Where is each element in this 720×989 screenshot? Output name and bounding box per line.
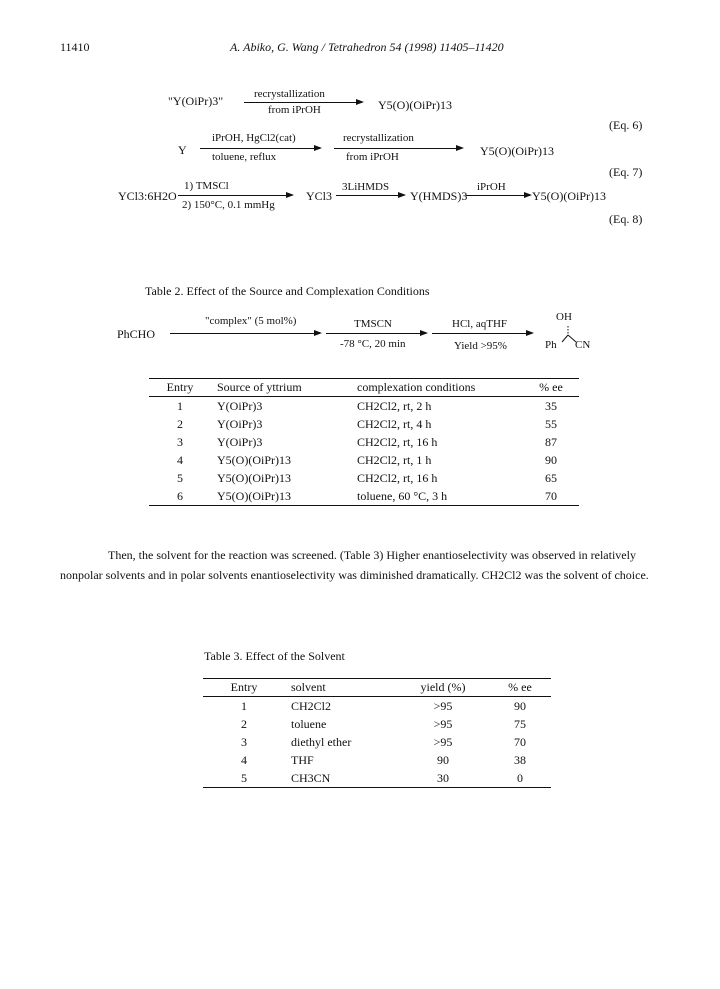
table2-row [149, 397, 579, 416]
scheme-step3-above: HCl, aqTHF [452, 318, 507, 330]
table3-cell: 90 [514, 698, 526, 713]
running-title: A. Abiko, G. Wang / Tetrahedron 54 (1998) 11405–11420 [230, 40, 504, 54]
eq7-arrow-2 [334, 148, 462, 149]
table2-cell: toluene, 60 °C, 3 h [357, 488, 448, 503]
table2-header-entry: Entry [149, 379, 211, 397]
table3-cell: THF [291, 752, 314, 767]
table2-header-row [149, 379, 579, 397]
product-ph-label: Ph [545, 339, 557, 351]
product-cn-label: CN [575, 339, 591, 351]
table2-cell: 5 [177, 470, 183, 485]
table3-header-entry: Entry [203, 679, 285, 697]
table2 [149, 378, 579, 506]
eq6-reactant: "Y(OiPr)3" [168, 94, 224, 108]
eq7-step2-below: from iPrOH [346, 151, 399, 163]
eq8-step1-below: 2) 150°C, 0.1 mmHg [182, 199, 275, 211]
table2-header-conditions: complexation conditions [351, 379, 523, 397]
table3-header-solvent: solvent [285, 679, 397, 697]
table2-cell: Y5(O)(OiPr)13 [217, 488, 291, 503]
table2-cell: Y5(O)(OiPr)13 [217, 452, 291, 467]
table2-header-ee: % ee [523, 379, 579, 397]
table2-cell: CH2Cl2, rt, 4 h [357, 416, 432, 431]
table3-row [203, 751, 551, 769]
eq7-arrow-1 [200, 148, 320, 149]
scheme-step1-above: "complex" (5 mol%) [205, 315, 297, 327]
table3-cell: 30 [437, 770, 449, 785]
table2-cell: 6 [177, 488, 183, 503]
scheme-step2-above: TMSCN [354, 318, 392, 330]
scheme-arrow-1 [170, 333, 320, 334]
eq7-label: (Eq. 7) [609, 165, 643, 179]
table3-cell: 5 [241, 770, 247, 785]
table2-cell: 87 [545, 434, 557, 449]
table3-cell: 2 [241, 716, 247, 731]
eq6-product: Y5(O)(OiPr)13 [378, 98, 452, 112]
eq8-arrow-2 [336, 195, 404, 196]
product-oh-label: OH [556, 311, 572, 323]
table2-header-source: Source of yttrium [211, 379, 351, 397]
eq8-reactant: YCl3:6H2O [118, 189, 177, 203]
table3-cell: 38 [514, 752, 526, 767]
eq8-step2-above: 3LiHMDS [342, 181, 390, 193]
table3-cell: 1 [241, 698, 247, 713]
body-paragraph: Then, the solvent for the reaction was screened. (Table 3) Higher enantioselectivity was observed in relatively nonpolar solvents and in polar solvents enantioselectivity was diminished dramatically. CH2Cl2 was the solvent of choice. [60, 548, 649, 582]
table2-row [149, 433, 579, 451]
eq8-step1-above: 1) TMSCl [184, 180, 229, 192]
table2-row [149, 469, 579, 487]
scheme-step2-below: -78 °C, 20 min [340, 338, 406, 350]
scheme-arrow-3 [432, 333, 532, 334]
table2-cell: 35 [545, 398, 557, 413]
table3-row [203, 769, 551, 788]
eq7-step1-below: toluene, reflux [212, 151, 277, 163]
table2-row [149, 415, 579, 433]
table3-cell: toluene [291, 716, 327, 731]
table3-cell: >95 [433, 698, 453, 713]
table3-cell: >95 [433, 734, 453, 749]
table2-cell: 65 [545, 470, 557, 485]
scheme-step3-below: Yield >95% [454, 340, 507, 352]
table2-cell: CH2Cl2, rt, 16 h [357, 434, 438, 449]
table3-cell: diethyl ether [291, 734, 352, 749]
table2-cell: 2 [177, 416, 183, 431]
table3-caption: Table 3. Effect of the Solvent [204, 649, 345, 663]
eq8-arrow-1 [178, 195, 292, 196]
table2-cell: 55 [545, 416, 557, 431]
table3-cell: 0 [517, 770, 523, 785]
table2-cell: 1 [177, 398, 183, 413]
eq8-intermediate-2: Y(HMDS)3 [410, 189, 468, 203]
table2-row [149, 451, 579, 469]
table3-cell: 75 [514, 716, 526, 731]
table2-cell: Y5(O)(OiPr)13 [217, 470, 291, 485]
scheme-reactant: PhCHO [117, 327, 156, 341]
table3-row [203, 715, 551, 733]
eq6-arrow [244, 102, 362, 103]
table2-cell: 90 [545, 452, 557, 467]
eq6-label: (Eq. 6) [609, 118, 643, 132]
table2-cell: Y(OiPr)3 [217, 434, 263, 449]
eq6-condition-below: from iPrOH [268, 104, 321, 116]
page-number: 11410 [60, 40, 90, 54]
table3-cell: 70 [514, 734, 526, 749]
table3-cell: 90 [437, 752, 449, 767]
table3 [203, 678, 551, 788]
scheme-arrow-2 [326, 333, 426, 334]
table3-header-ee: % ee [489, 679, 551, 697]
table3-cell: 3 [241, 734, 247, 749]
eq8-step3-above: iPrOH [477, 181, 506, 193]
table2-cell: 3 [177, 434, 183, 449]
eq6-condition-above: recrystallization [254, 88, 325, 100]
eq7-step1-above: iPrOH, HgCl2(cat) [212, 132, 296, 144]
table3-cell: >95 [433, 716, 453, 731]
eq7-step2-above: recrystallization [343, 132, 414, 144]
table3-row [203, 733, 551, 751]
table2-cell: CH2Cl2, rt, 2 h [357, 398, 432, 413]
table3-cell: CH3CN [291, 770, 331, 785]
table2-cell: 4 [177, 452, 183, 467]
table3-header-yield: yield (%) [397, 679, 489, 697]
table2-cell: Y(OiPr)3 [217, 398, 263, 413]
table3-cell: CH2Cl2 [291, 698, 332, 713]
table3-row [203, 697, 551, 716]
table3-header-row [203, 679, 551, 697]
table3-cell: 4 [241, 752, 247, 767]
table2-caption: Table 2. Effect of the Source and Complexation Conditions [145, 284, 430, 298]
eq8-intermediate-1: YCl3 [306, 189, 333, 203]
eq8-arrow-3 [466, 195, 530, 196]
table2-cell: Y(OiPr)3 [217, 416, 263, 431]
eq8-product: Y5(O)(OiPr)13 [532, 189, 606, 203]
table2-cell: CH2Cl2, rt, 1 h [357, 452, 432, 467]
table2-cell: 70 [545, 488, 557, 503]
eq7-product: Y5(O)(OiPr)13 [480, 144, 554, 158]
eq7-reactant: Y [178, 143, 187, 157]
table2-cell: CH2Cl2, rt, 16 h [357, 470, 438, 485]
table2-row [149, 487, 579, 506]
eq8-label: (Eq. 8) [609, 212, 643, 226]
